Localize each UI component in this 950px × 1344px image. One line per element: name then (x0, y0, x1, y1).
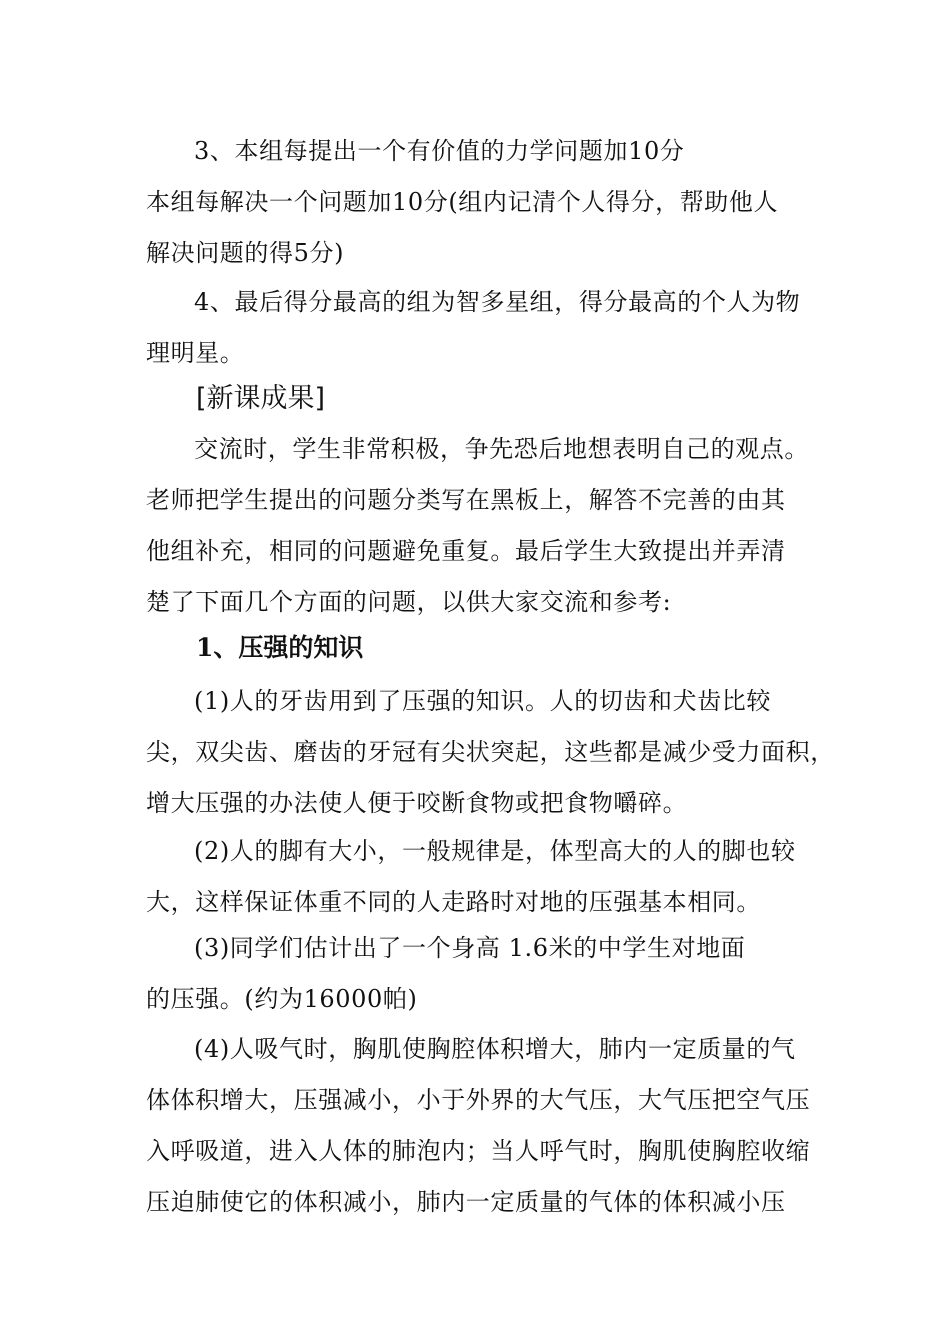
subheading: 1、压强的知识 (196, 633, 364, 662)
text-line: 3、本组每提出一个有价值的力学问题加10分 (194, 137, 685, 165)
text-line: 的压强。(约为16000帕) (146, 985, 418, 1013)
text-line: 体体积增大，压强减小，小于外界的大气压，大气压把空气压 (146, 1086, 811, 1114)
intro-paragraph (146, 424, 809, 628)
text-line: 楚了下面几个方面的问题，以供大家交流和参考: (146, 588, 672, 616)
text-line: 压迫肺使它的体积减小，肺内一定质量的气体的体积减小压 (146, 1188, 786, 1216)
rule-3-paragraph (146, 126, 806, 279)
text-line: 解决问题的得5分) (146, 239, 345, 267)
text-line: 4、最后得分最高的组为智多星组，得分最高的个人为物 (194, 288, 801, 316)
text-line: 入呼吸道，进入人体的肺泡内；当人呼气时，胸肌使胸腔收缩 (146, 1137, 811, 1165)
text-line: 大，这样保证体重不同的人走路时对地的压强基本相同。 (146, 888, 761, 916)
text-line: 理明星。 (146, 339, 245, 367)
section-heading: [新课成果] (196, 383, 326, 414)
item-4-paragraph (146, 1024, 811, 1228)
text-line: (3)同学们估计出了一个身高 1.6米的中学生对地面 (194, 934, 746, 962)
text-line: 增大压强的办法使人便于咬断食物或把食物嚼碎。 (146, 789, 688, 817)
text-line: 他组补充，相同的问题避免重复。最后学生大致提出并弄清 (146, 537, 786, 565)
item-1-paragraph (146, 676, 835, 829)
text-line: 交流时，学生非常积极，争先恐后地想表明自己的观点。 (194, 435, 809, 463)
item-2-paragraph (146, 826, 806, 928)
item-3-paragraph (146, 923, 806, 1025)
text-line: 尖，双尖齿、磨齿的牙冠有尖状突起，这些都是减少受力面积， (146, 738, 835, 766)
text-line: 本组每解决一个问题加10分(组内记清个人得分，帮助他人 (146, 188, 779, 216)
text-line: 老师把学生提出的问题分类写在黑板上，解答不完善的由其 (146, 486, 786, 514)
text-line: (4)人吸气时，胸肌使胸腔体积增大，肺内一定质量的气 (194, 1035, 796, 1063)
rule-4-paragraph (146, 277, 806, 379)
text-line: (2)人的脚有大小，一般规律是，体型高大的人的脚也较 (194, 837, 796, 865)
text-line: (1)人的牙齿用到了压强的知识。人的切齿和犬齿比较 (194, 687, 771, 715)
